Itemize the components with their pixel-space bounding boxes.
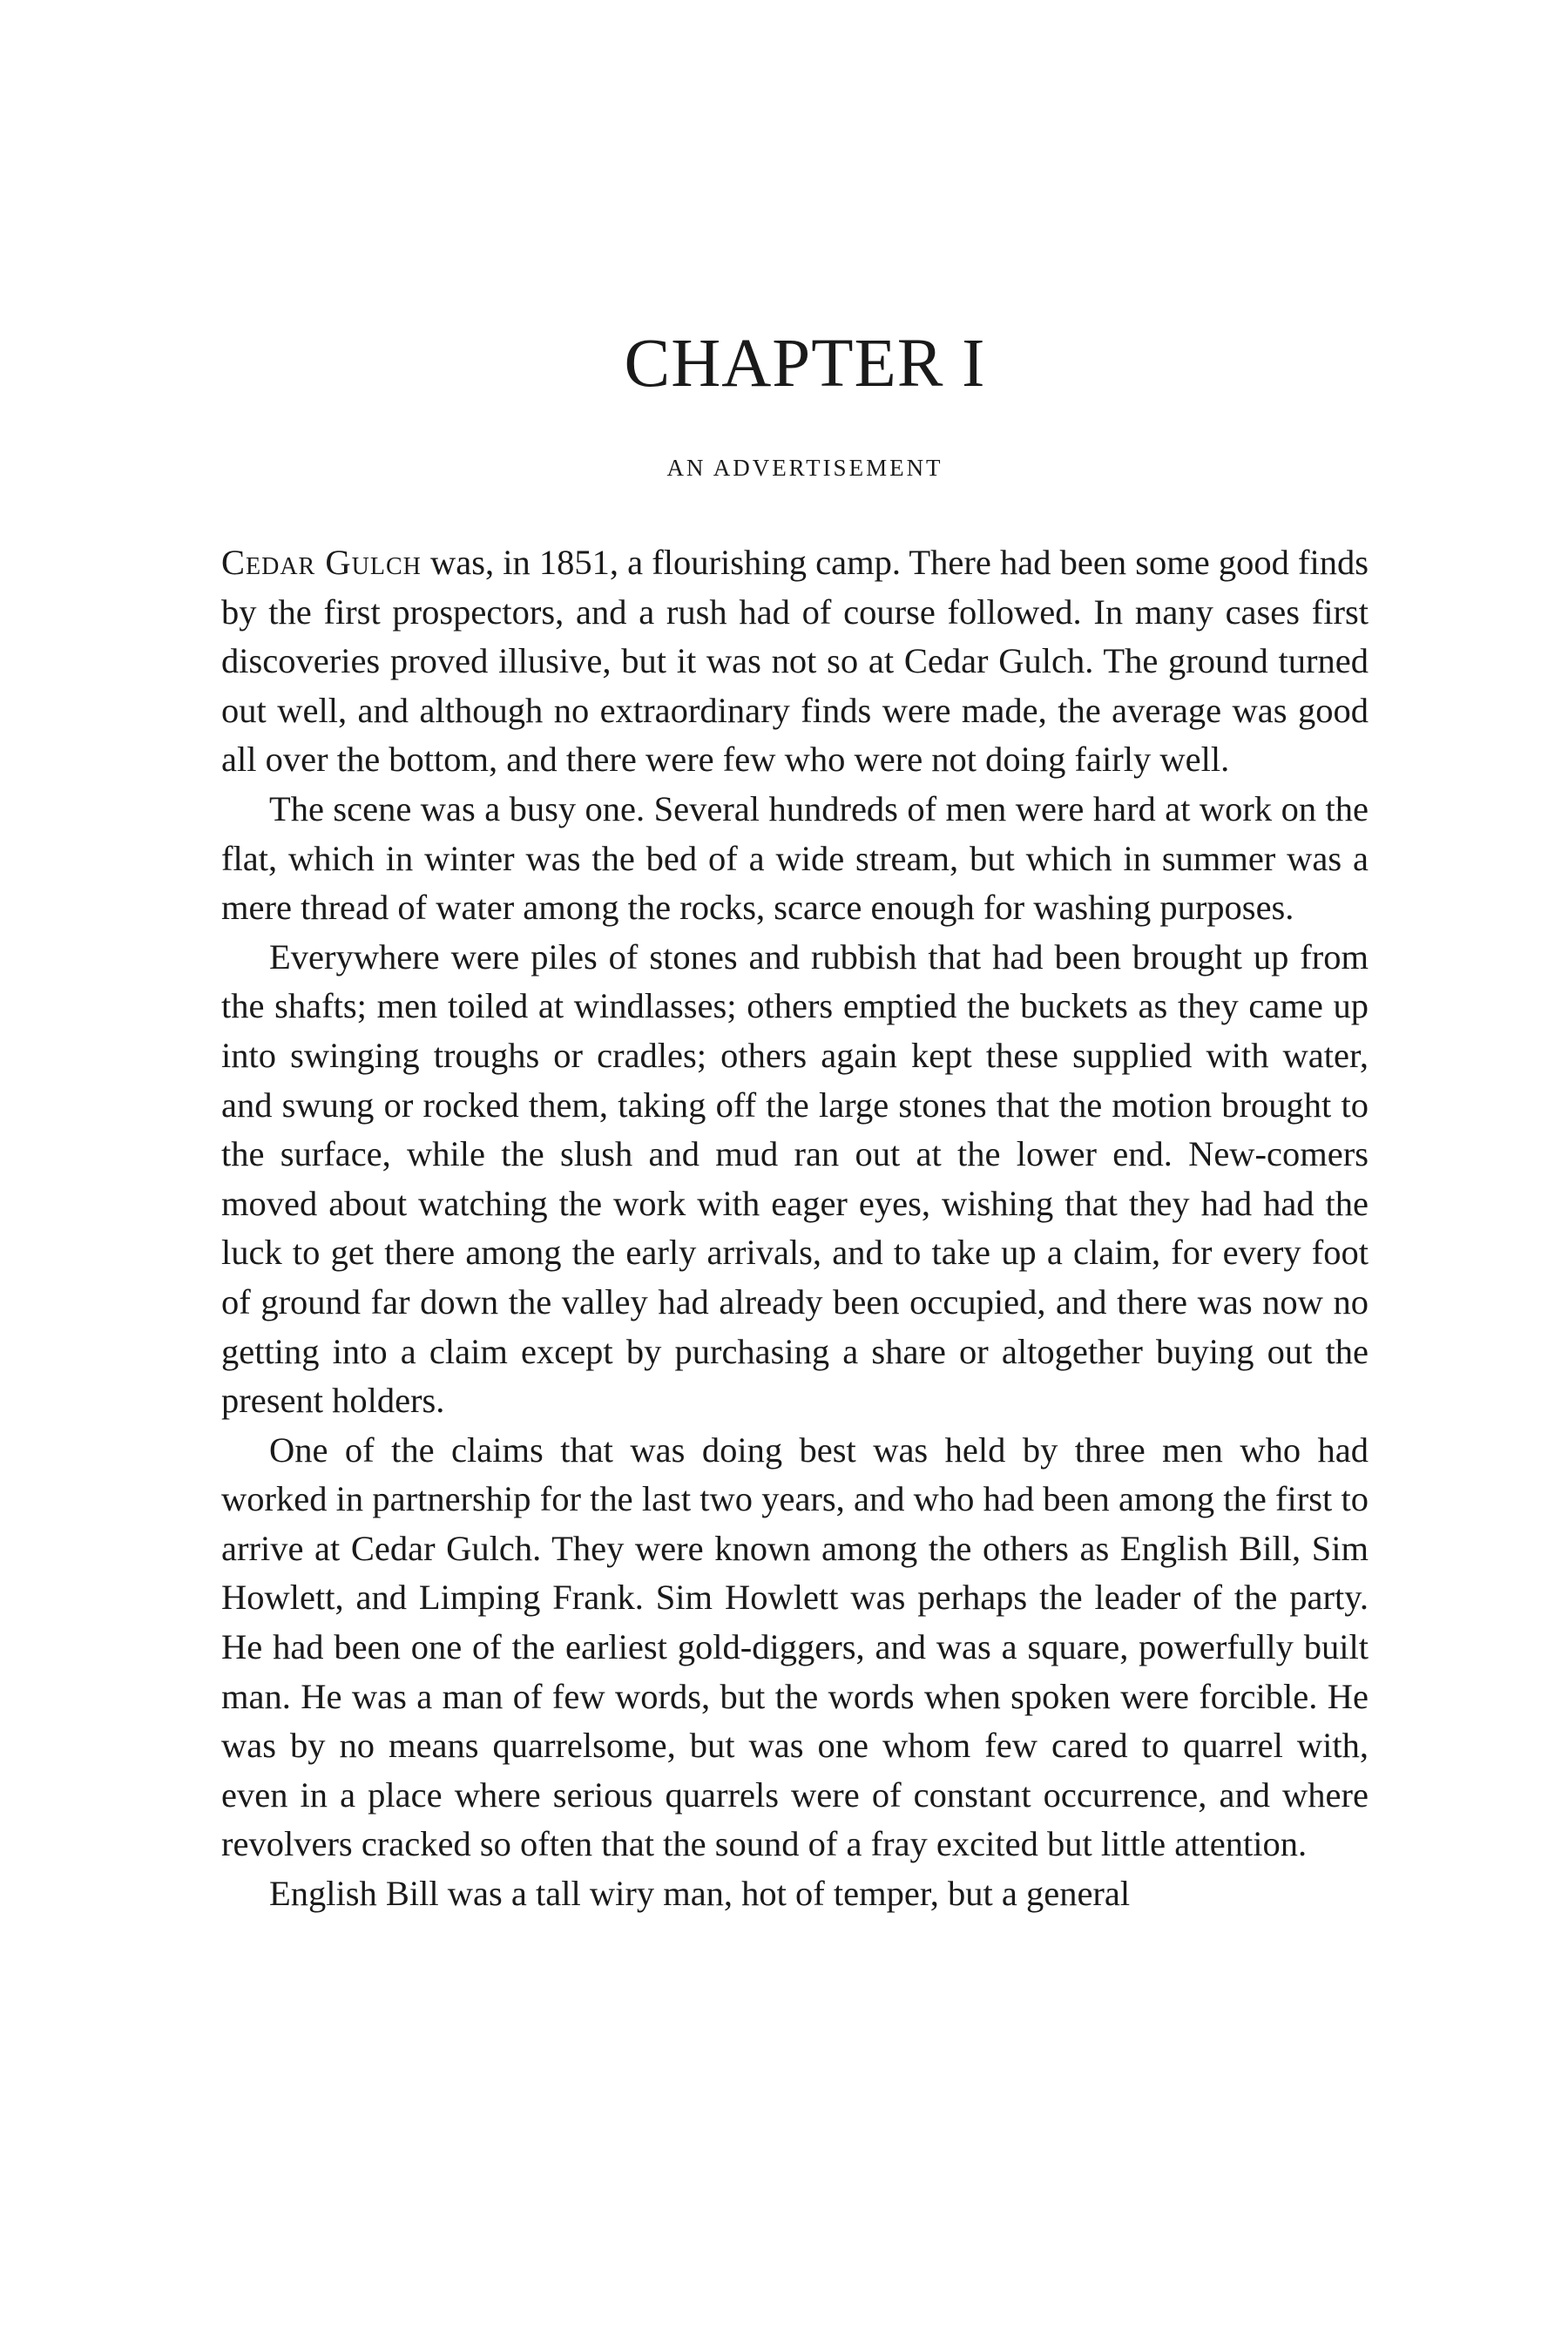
chapter-body [221,538,1369,1919]
chapter-heading: CHAPTER I [624,326,986,402]
lead-smallcaps: Cedar Gulch [221,543,422,582]
paragraph-1 [221,538,1369,785]
paragraph-2: The scene was a busy one. Several hundreds of men were hard at work on the flat, which in winter was the bed of a wide stream, but which in summer was a mere thread of water among the rocks, scarce enough for washing purposes. [221,788,1369,928]
chapter-subtitle: AN ADVERTISEMENT [666,455,943,481]
paragraph-3: Everywhere were piles of stones and rubbish that had been brought up from the shafts; men toiled at windlasses; others emptied the buckets as they came up into swinging troughs or cradles; others again kept these supplied with water, and swung or rocked them, taking off the large stones that the motion brought to the surface, while the slush and mud ran out at the lower end. New-comers moved about watching the work with eager eyes, wishing that they had had the luck to get there among the early arrivals, and to take up a claim, for every foot of ground far down the valley had already been occupied, and there was now no getting into a claim except by purchasing a share or altogether buying out the present holders. [221,936,1369,1421]
paragraph-4: One of the claims that was doing best was held by three men who had worked in partnership for the last two years, and who had been among the first to arrive at Cedar Gulch. They were known among the others as English Bill, Sim Howlett, and Limping Frank. Sim Howlett was perhaps the leader of the party. He had been one of the earliest gold-diggers, and was a square, powerfully built man. He was a man of few words, but the words when spoken were forcible. He was by no means quarrelsome, but was one whom few cared to quarrel with, even in a place where serious quarrels were of constant occurrence, and where revolvers cracked so often that the sound of a fray excited but little attention. [221,1429,1369,1864]
paragraph-1-text: was, in 1851, a flourishing camp. There had been some good finds by the first prospectors, and a rush had of course followed. In many cases first discoveries proved illusive, but it was not so at Cedar Gulch. The ground turned out well, and although no extraordinary finds were made, the average was good all over the bottom, and there were few who were not doing fairly well. [221,543,1369,780]
paragraph-5: English Bill was a tall wiry man, hot of temper, but a general [269,1874,1131,1914]
